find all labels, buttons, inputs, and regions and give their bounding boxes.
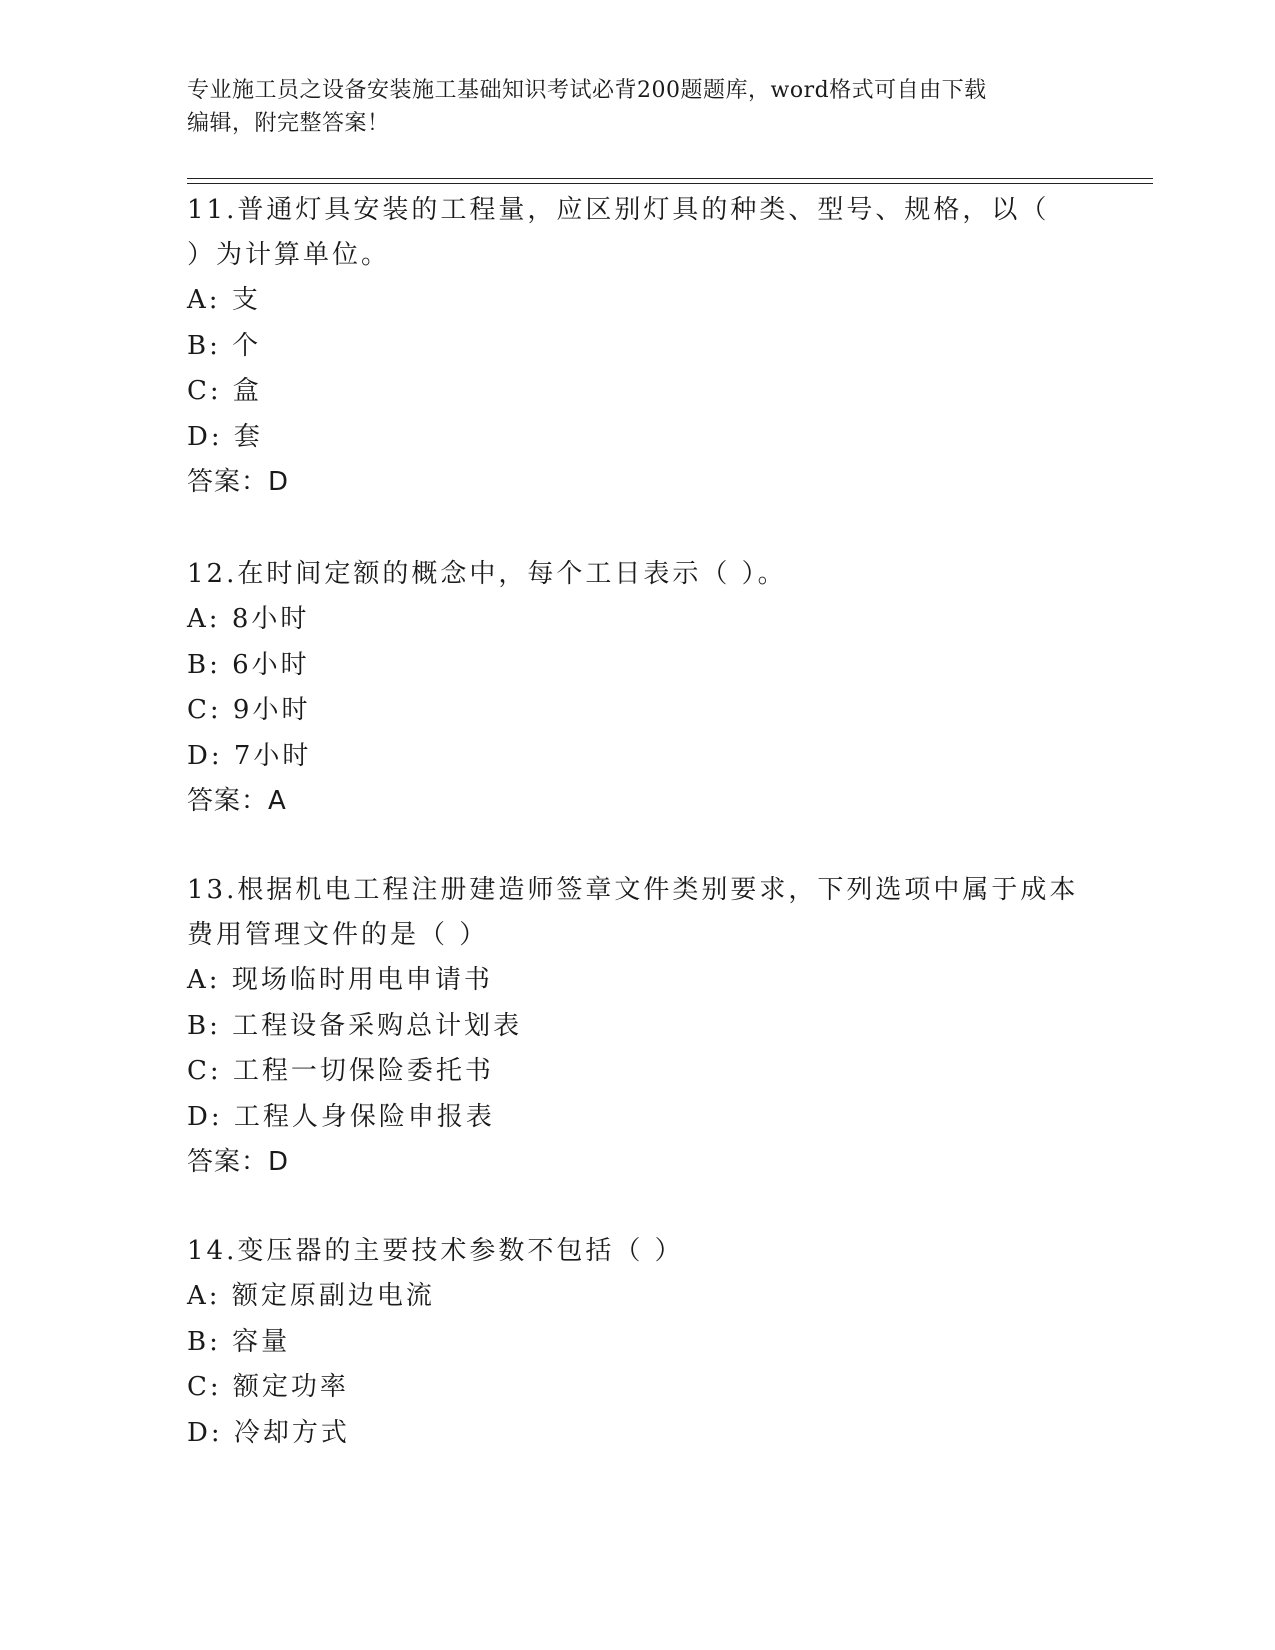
option-key: D: (187, 1101, 223, 1132)
option-key: C: (187, 376, 222, 406)
option-a (187, 278, 1087, 324)
option-c (187, 1365, 1087, 1411)
option-b (187, 324, 1087, 370)
option-text: 6小时 (232, 649, 310, 680)
question-stem-line-1: 12.在时间定额的概念中，每个工日表示（ ）。 (187, 559, 787, 589)
option-a (187, 958, 1087, 1004)
question-stem-line-1: 14.变压器的主要技术参数不包括（ ） (187, 1236, 684, 1266)
question-11 (187, 188, 1087, 505)
question-13 (187, 868, 1087, 1185)
option-key: D: (187, 1417, 223, 1448)
option-b (187, 643, 1087, 689)
option-text: 现场临时用电申请书 (231, 965, 493, 995)
option-key: D: (187, 740, 223, 771)
option-text: 支 (231, 285, 261, 315)
option-c (187, 688, 1087, 734)
option-text: 额定功率 (232, 1372, 349, 1402)
option-d (187, 1095, 1087, 1141)
document-header (187, 74, 1067, 140)
answer-line: 答案：A (187, 786, 287, 816)
option-text: 个 (232, 330, 262, 361)
question-stem-line-2: ）为计算单位。 (187, 240, 391, 270)
option-text: 额定原副边电流 (231, 1281, 435, 1311)
question-12 (187, 552, 1087, 824)
option-key: A: (187, 1281, 221, 1311)
option-key: C: (187, 1372, 222, 1402)
option-d (187, 734, 1087, 780)
option-c (187, 369, 1087, 415)
option-d (187, 415, 1087, 461)
option-key: A: (187, 965, 221, 995)
option-key: A: (187, 604, 221, 634)
option-a (187, 1274, 1087, 1320)
option-text: 冷却方式 (233, 1417, 350, 1448)
option-text: 8小时 (231, 604, 310, 634)
option-text: 盒 (232, 376, 262, 406)
option-text: 容量 (232, 1326, 291, 1357)
option-key: A: (187, 285, 221, 315)
option-key: B: (187, 1010, 221, 1041)
option-key: B: (187, 330, 221, 361)
header-line-1: 专业施工员之设备安装施工基础知识考试必背200题题库，word格式可自由下载 (187, 78, 987, 103)
option-text: 工程人身保险申报表 (233, 1101, 495, 1132)
option-key: D: (187, 421, 223, 452)
answer-line: 答案：D (187, 1147, 290, 1177)
option-a (187, 597, 1087, 643)
option-key: B: (187, 1326, 221, 1357)
option-c (187, 1049, 1087, 1095)
option-text: 工程一切保险委托书 (232, 1056, 494, 1086)
question-stem-line-2: 费用管理文件的是（ ） (187, 920, 489, 950)
option-b (187, 1004, 1087, 1050)
option-key: C: (187, 1056, 222, 1086)
header-divider-top (187, 178, 1153, 179)
option-d (187, 1411, 1087, 1457)
option-b (187, 1320, 1087, 1366)
answer-line: 答案：D (187, 467, 290, 497)
question-stem-line-1: 13.根据机电工程注册建造师签章文件类别要求，下列选项中属于成本 (187, 875, 1079, 905)
option-text: 工程设备采购总计划表 (232, 1010, 523, 1041)
option-text: 9小时 (232, 695, 311, 725)
header-divider-bottom (187, 183, 1153, 184)
option-text: 套 (233, 421, 263, 452)
question-stem-line-1: 11.普通灯具安装的工程量，应区别灯具的种类、型号、规格，以（ (187, 195, 1050, 225)
option-key: C: (187, 695, 222, 725)
option-key: B: (187, 649, 221, 680)
question-14 (187, 1229, 1087, 1456)
option-text: 7小时 (233, 740, 312, 771)
header-line-2: 编辑，附完整答案！ (187, 111, 390, 136)
